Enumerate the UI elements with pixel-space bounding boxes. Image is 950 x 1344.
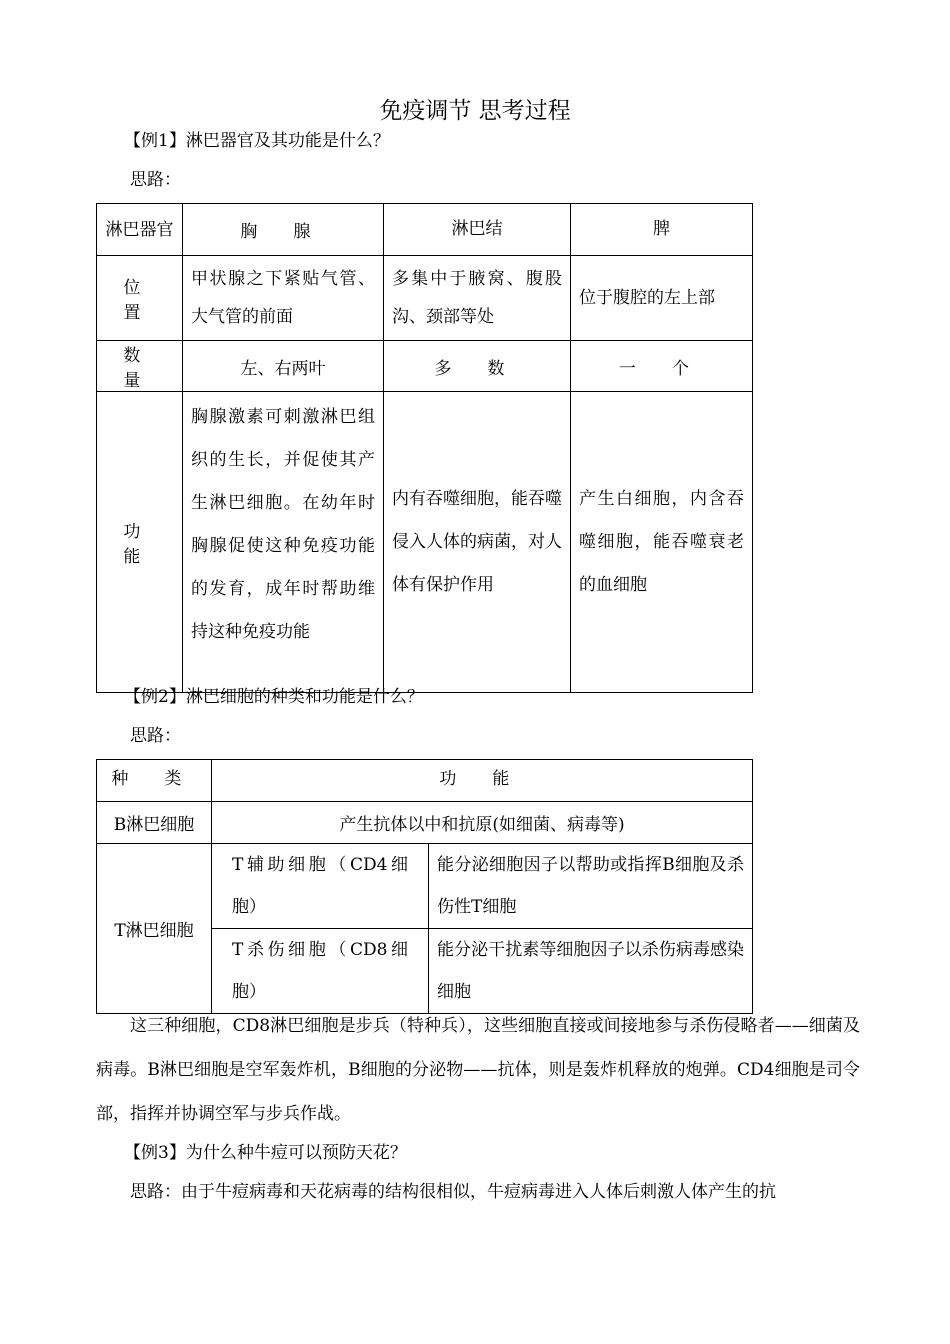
table-row xyxy=(97,341,753,392)
example-1-thinking-label: 思路： xyxy=(130,170,181,190)
header-lymph-organ: 淋巴器官 xyxy=(97,204,183,256)
t-killer-cell-function: 能分泌干扰素等细胞因子以杀伤病毒感染细胞 xyxy=(429,929,753,1014)
lymph-node-count: 多 数 xyxy=(384,341,571,392)
t-helper-cell-name: T辅助细胞（CD4细胞） xyxy=(212,844,429,929)
header-function: 功 能 xyxy=(212,760,753,802)
table-header-row xyxy=(97,760,753,802)
table-row xyxy=(97,392,753,693)
header-thymus: 胸 腺 xyxy=(183,204,384,256)
t-cell-label: T淋巴细胞 xyxy=(97,844,212,1014)
example-2-question: 【例2】淋巴细胞的种类和功能是什么？ xyxy=(124,687,424,707)
example-1-question: 【例1】淋巴器官及其功能是什么？ xyxy=(124,131,390,151)
row-label-location: 位 置 xyxy=(97,256,183,341)
b-cell-function: 产生抗体以中和抗原(如细菌、病毒等) xyxy=(212,802,753,844)
t-helper-cell-function: 能分泌细胞因子以帮助或指挥B细胞及杀伤性T细胞 xyxy=(429,844,753,929)
row-label-count: 数 量 xyxy=(97,341,183,392)
lymph-node-location: 多集中于腋窝、腹股沟、颈部等处 xyxy=(384,256,571,341)
spleen-location: 位于腹腔的左上部 xyxy=(571,256,753,341)
example-2-thinking-label: 思路： xyxy=(130,726,181,746)
b-cell-label: B淋巴细胞 xyxy=(97,802,212,844)
lymph-node-function: 内有吞噬细胞，能吞噬侵入人体的病菌，对人体有保护作用 xyxy=(384,392,571,693)
lymphocyte-types-table xyxy=(96,759,753,1014)
table-row xyxy=(97,256,753,341)
page-title: 免疫调节 思考过程 xyxy=(379,98,571,124)
thymus-location: 甲状腺之下紧贴气管、大气管的前面 xyxy=(183,256,384,341)
lymph-organs-table xyxy=(96,203,753,693)
analogy-paragraph: 这三种细胞，CD8淋巴细胞是步兵（特种兵），这些细胞直接或间接地参与杀伤侵略者——细菌及病毒。B淋巴细胞是空军轰炸机，B细胞的分泌物——抗体，则是轰炸机释放的炮弹。CD4细胞是司令部，指挥并协调空军与步兵作战。 xyxy=(96,1016,860,1124)
thymus-function: 胸腺激素可刺激淋巴组织的生长，并促使其产生淋巴细胞。在幼年时胸腺促使这种免疫功能的发育，成年时帮助维持这种免疫功能 xyxy=(183,392,384,693)
row-label-function: 功 能 xyxy=(97,392,183,693)
header-lymph-node: 淋巴结 xyxy=(384,204,571,256)
spleen-function: 产生白细胞，内含吞噬细胞，能吞噬衰老的血细胞 xyxy=(571,392,753,693)
header-type: 种 类 xyxy=(97,760,212,802)
t-killer-cell-name: T杀伤细胞（CD8细胞） xyxy=(212,929,429,1014)
spleen-count: 一 个 xyxy=(571,341,753,392)
table-header-row xyxy=(97,204,753,256)
header-spleen: 脾 xyxy=(571,204,753,256)
thymus-count: 左、右两叶 xyxy=(183,341,384,392)
example-3-thinking: 思路：由于牛痘病毒和天花病毒的结构很相似，牛痘病毒进入人体后刺激人体产生的抗 xyxy=(130,1182,776,1202)
table-row xyxy=(97,802,753,844)
table-row xyxy=(97,844,753,929)
example-3-question: 【例3】为什么种牛痘可以预防天花？ xyxy=(124,1143,407,1163)
